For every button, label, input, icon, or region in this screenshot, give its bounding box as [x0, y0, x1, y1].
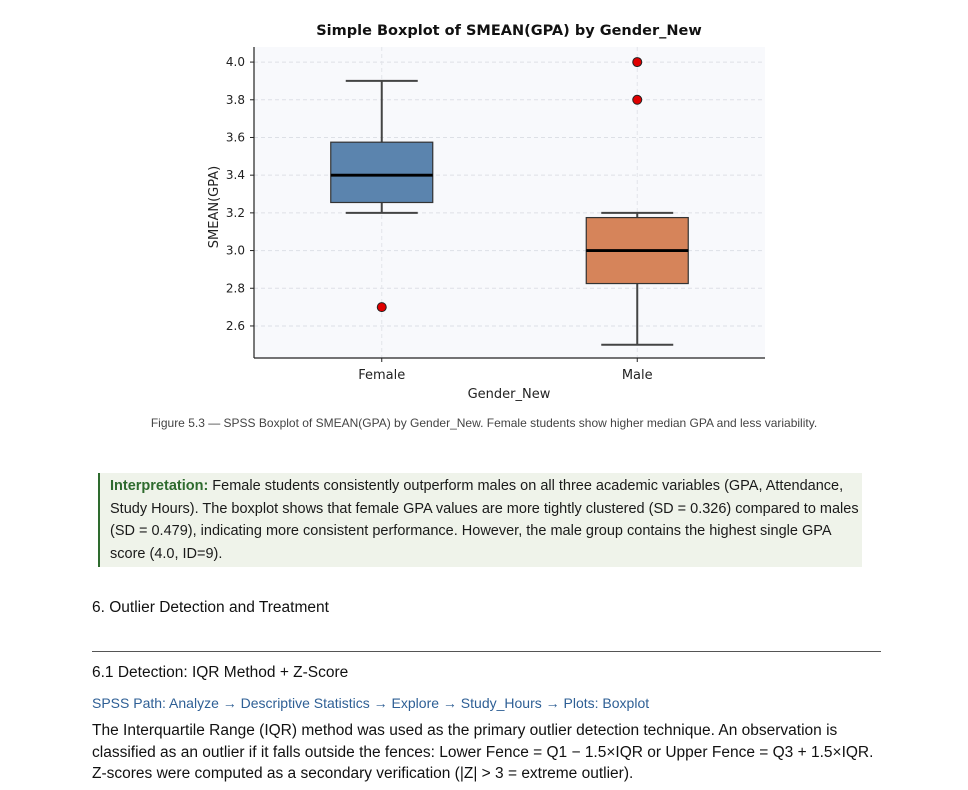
y-tick-label: 2.6 — [225, 318, 245, 333]
y-axis-label: SMEAN(GPA) — [207, 165, 222, 249]
section-divider — [92, 651, 881, 652]
y-tick-label: 2.8 — [225, 281, 245, 296]
body-paragraph: The Interquartile Range (IQR) method was used as the primary outlier detection technique. An observation is classified as an outlier if it falls outside the fences: Lower Fence = Q1 − 1.5×IQR or Upper Fence = Q3 + 1.5×IQR. Z-scores were computed as a secondary verification (|Z| > 3 = extreme outlier). — [92, 722, 874, 782]
male-outlier-point — [633, 95, 642, 104]
female-box — [331, 142, 433, 202]
interpretation-text: Female students consistently outperform males on all three academic variables (GPA, Attendance, Study Hours). The boxplot shows that female GPA values are more tightly clustered (SD = 0.326) compared to males (SD = 0.479), indicating more consistent performance. However, the male group contains the highest single GPA score (4.0, ID=9). — [110, 478, 859, 562]
x-tick-label: Female — [358, 368, 406, 383]
spss-path: SPSS Path: Analyze → Descriptive Statistics → Explore → Study_Hours → Plots: Boxplot — [92, 695, 650, 711]
y-tick-label: 3.8 — [225, 92, 245, 107]
y-tick-label: 3.2 — [225, 205, 245, 220]
y-tick-label: 4.0 — [225, 55, 245, 70]
interpretation-callout — [98, 473, 862, 567]
y-tick-label: 3.4 — [225, 168, 245, 183]
y-tick-label: 3.0 — [225, 243, 245, 258]
interpretation-label: Interpretation: — [110, 478, 209, 494]
figure-caption: Figure 5.3 — SPSS Boxplot of SMEAN(GPA) by Gender_New. Female students show higher median GPA and less variability. — [150, 416, 818, 430]
y-tick-label: 3.6 — [225, 130, 245, 145]
chart-title: Simple Boxplot of SMEAN(GPA) by Gender_New — [316, 23, 702, 39]
female-outlier-point — [377, 303, 386, 312]
section-heading: 6. Outlier Detection and Treatment — [92, 599, 329, 616]
x-tick-label: Male — [621, 368, 653, 383]
x-axis-label: Gender_New — [467, 387, 551, 402]
male-outlier-point — [633, 58, 642, 67]
subsection-heading: 6.1 Detection: IQR Method + Z-Score — [92, 664, 349, 681]
